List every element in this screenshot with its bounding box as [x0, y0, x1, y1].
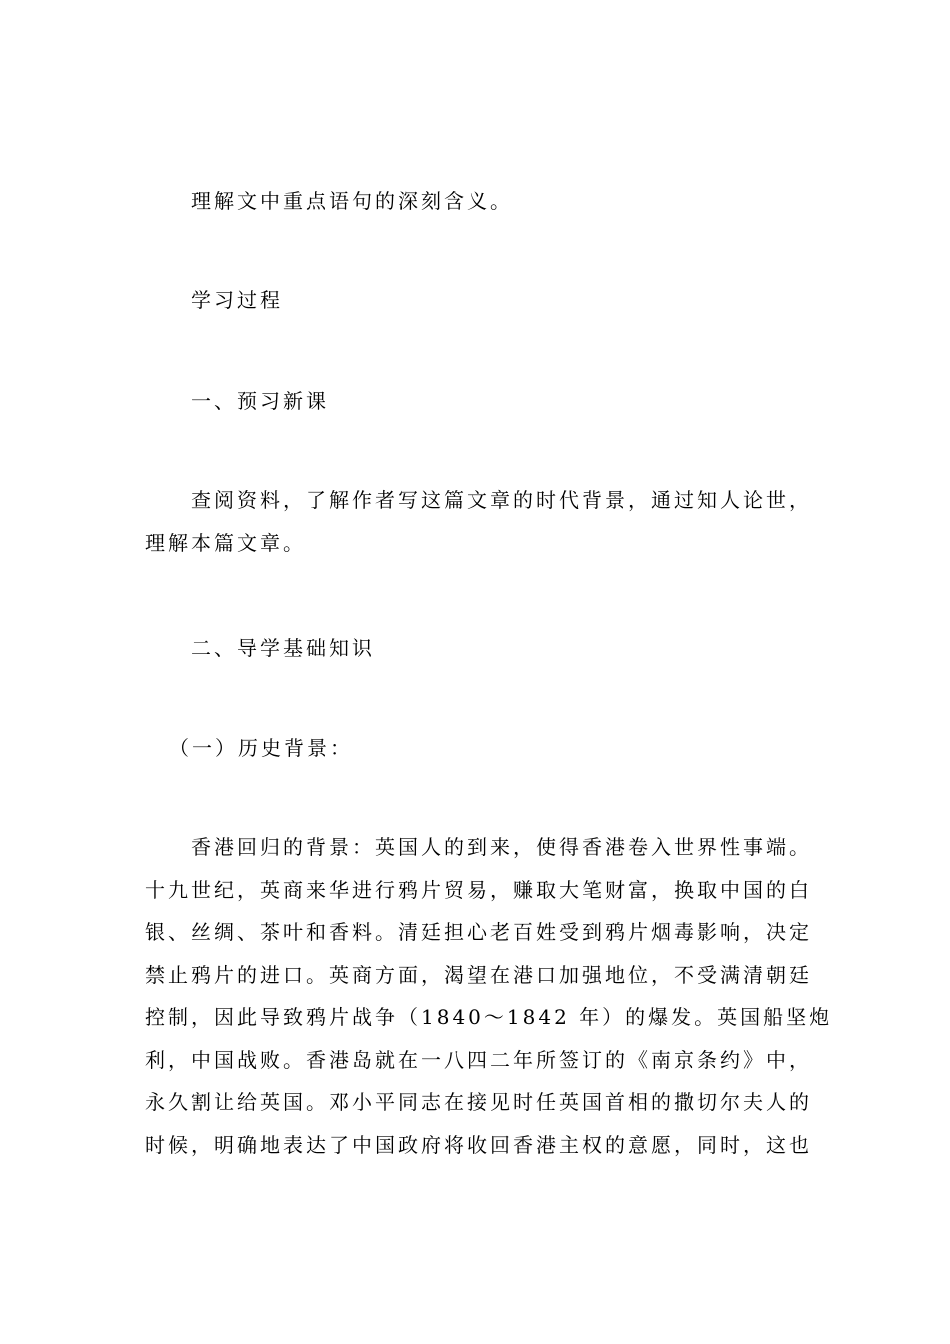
history-body: [145, 826, 833, 1166]
text-line: 一、预习新课: [191, 389, 329, 413]
text-line: 学习过程: [191, 288, 283, 312]
text-line: 理解本篇文章。: [145, 530, 306, 555]
section-1-body: [145, 479, 810, 564]
text-line: 查阅资料，了解作者写这篇文章的时代背景，通过知人论世，: [191, 488, 812, 512]
text-line: （一）历史背景：: [169, 736, 353, 760]
objective-paragraph: [145, 180, 810, 223]
text-line: 二、导学基础知识: [191, 636, 375, 660]
text-line: 时候，明确地表达了中国政府将收回香港主权的意愿，同时，这也: [145, 1132, 812, 1157]
text-line: 十九世纪，英商来华进行鸦片贸易，赚取大笔财富，换取中国的白: [145, 877, 812, 902]
section-1-heading: [145, 380, 810, 423]
subsection-1-heading: [145, 727, 810, 770]
process-heading: [145, 279, 810, 322]
text-line: 利，中国战败。香港岛就在一八四二年所签订的《南京条约》中，: [145, 1047, 812, 1072]
text-line: 控制，因此导致鸦片战争（1840～1842 年）的爆发。英国船坚炮: [145, 1005, 833, 1029]
text-line: 理解文中重点语句的深刻含义。: [191, 189, 513, 213]
text-line: 香港回归的背景：英国人的到来，使得香港卷入世界性事端。: [191, 835, 812, 859]
text-line: 禁止鸦片的进口。英商方面，渴望在港口加强地位，不受满清朝廷: [145, 962, 812, 987]
text-line: 永久割让给英国。邓小平同志在接见时任英国首相的撒切尔夫人的: [145, 1090, 812, 1114]
section-2-heading: [145, 627, 810, 670]
text-line: 银、丝绸、茶叶和香料。清廷担心老百姓受到鸦片烟毒影响，决定: [145, 920, 812, 944]
